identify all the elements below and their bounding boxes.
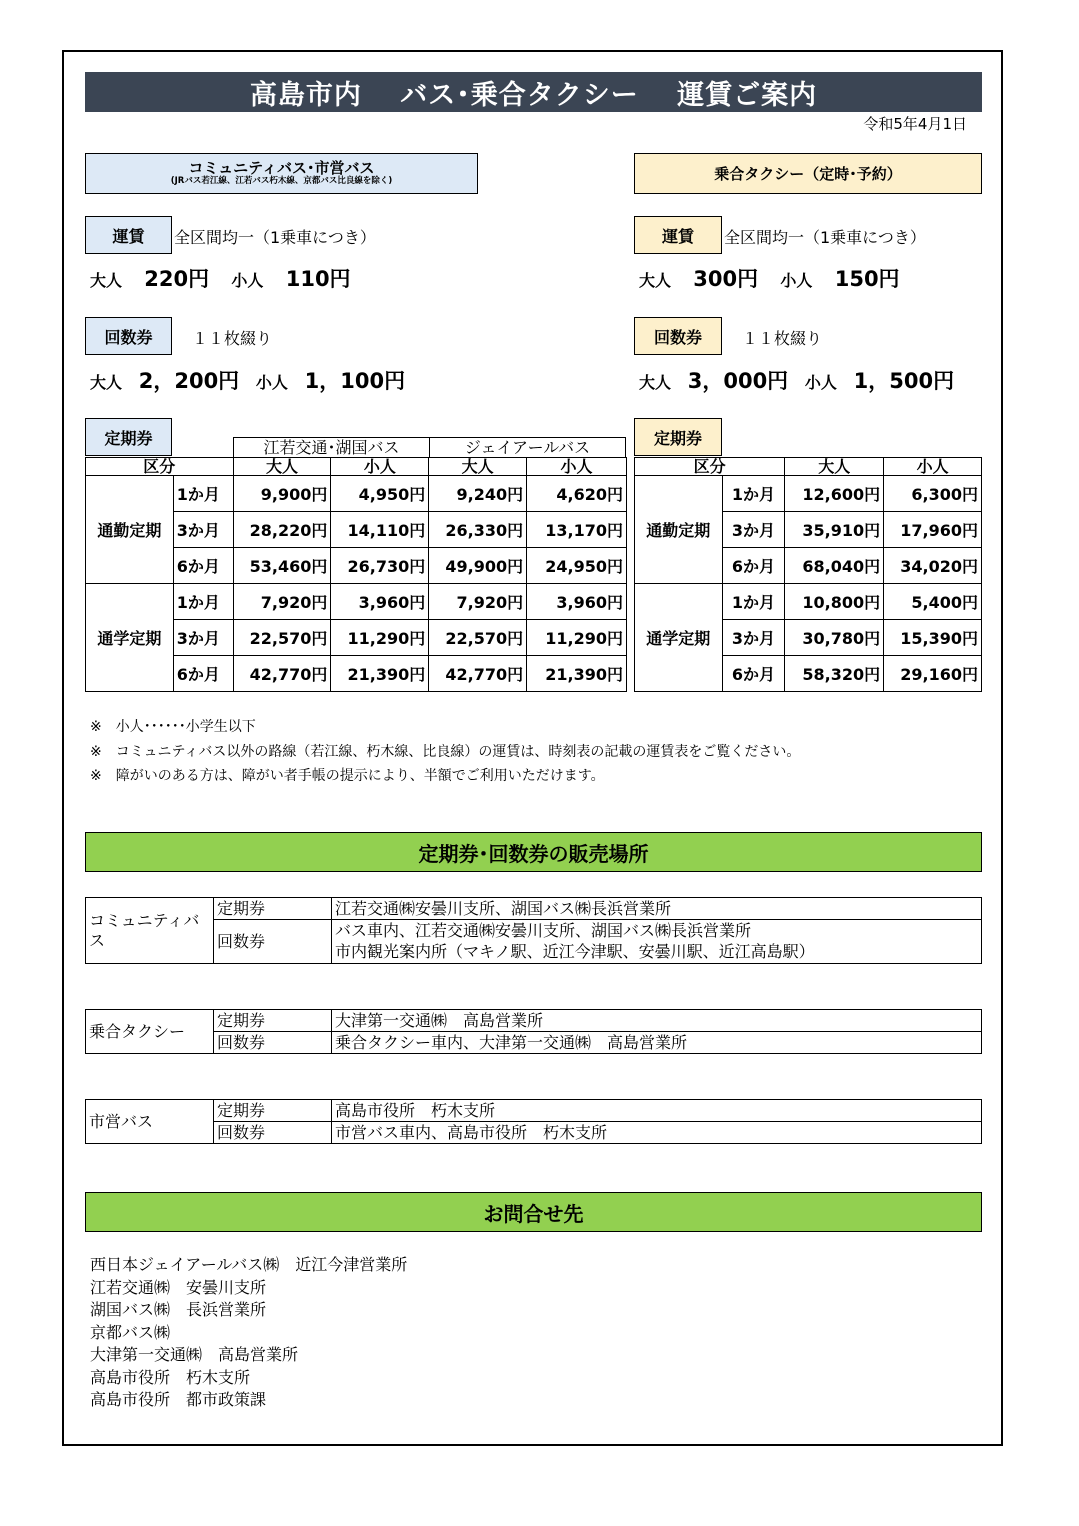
period: 6か月 <box>173 656 233 692</box>
list-item: 湖国バス㈱ 長浜営業所 <box>90 1300 267 1319</box>
cell-value: 26,730円 <box>331 548 429 584</box>
left-adult-price: 220円 <box>144 267 210 291</box>
col-kubun: 区分 <box>86 458 234 476</box>
left-coupon-tag: 回数券 <box>85 317 172 355</box>
period: 6か月 <box>173 548 233 584</box>
cell-value: 49,900円 <box>429 548 527 584</box>
cell-value: 7,920円 <box>429 584 527 620</box>
right-child-label: 小人 <box>780 271 813 290</box>
ticket-type: 回数券 <box>214 1122 332 1144</box>
cell-value: 24,950円 <box>527 548 627 584</box>
operator-name: コミュニティバス <box>86 898 214 964</box>
table-row <box>86 584 627 620</box>
sales-place: 市営バス車内、高島市役所 朽木支所 <box>332 1122 982 1144</box>
cell-value: 14,110円 <box>331 512 429 548</box>
operator-name: 市営バス <box>86 1100 214 1144</box>
cell-value: 35,910円 <box>785 512 884 548</box>
col-adult: 大人 <box>785 458 884 476</box>
right-fare-prices <box>639 263 900 293</box>
list-item: 江若交通㈱ 安曇川支所 <box>90 1277 267 1297</box>
right-coupon-tag: 回数券 <box>634 317 722 355</box>
cell-value: 3,960円 <box>527 584 627 620</box>
left-coupon-child-label: 小人 <box>255 373 288 392</box>
period: 6か月 <box>722 548 785 584</box>
table-row <box>635 584 982 620</box>
right-pass-tag: 定期券 <box>634 418 722 456</box>
cell-value: 11,290円 <box>527 620 627 656</box>
col-child: 小人 <box>884 458 982 476</box>
cell-value: 34,020円 <box>884 548 982 584</box>
sales-place: 江若交通㈱安曇川支所、湖国バス㈱長浜営業所 <box>332 898 982 920</box>
left-fare-desc: 全区間均一（1乗車につき） <box>174 228 376 247</box>
period: 3か月 <box>722 512 785 548</box>
cell-value: 22,570円 <box>233 620 331 656</box>
sales-place: 大津第一交通㈱ 高島営業所 <box>332 1010 982 1032</box>
ticket-type: 定期券 <box>214 898 332 920</box>
group-header-kojaku-kokoku: 江若交通･湖国バス <box>233 437 430 457</box>
right-coupon-desc: １１枚綴り <box>742 329 823 348</box>
left-coupon-adult: 2，200円 <box>138 369 240 393</box>
cell-value: 21,390円 <box>331 656 429 692</box>
period: 3か月 <box>173 620 233 656</box>
category-school: 通学定期 <box>635 584 723 692</box>
cell-value: 7,920円 <box>233 584 331 620</box>
list-item: 京都バス㈱ <box>90 1322 171 1342</box>
left-child-price: 110円 <box>285 267 351 291</box>
period: 3か月 <box>722 620 785 656</box>
contact-title: お問合せ先 <box>85 1192 982 1232</box>
col-child-2: 小人 <box>527 458 627 476</box>
page-title: 高島市内 バス･乗合タクシー 運賃ご案内 <box>85 72 982 112</box>
table-header-row <box>86 458 627 476</box>
table-row <box>635 476 982 512</box>
cell-value: 11,290円 <box>331 620 429 656</box>
cell-value: 26,330円 <box>429 512 527 548</box>
right-coupon-prices <box>639 365 954 395</box>
sales-place: バス車内、江若交通㈱安曇川支所、湖国バス㈱長浜営業所 <box>332 920 982 942</box>
cell-value: 3,960円 <box>331 584 429 620</box>
table-row <box>86 1100 982 1122</box>
col-child-1: 小人 <box>331 458 429 476</box>
sales-taxi-table <box>85 1009 982 1054</box>
col-adult-1: 大人 <box>233 458 331 476</box>
shared-taxi-header: 乗合タクシー（定時･予約） <box>634 153 982 194</box>
right-coupon-child: 1，500円 <box>853 369 955 393</box>
cell-value: 21,390円 <box>527 656 627 692</box>
period: 6か月 <box>722 656 785 692</box>
col-adult-2: 大人 <box>429 458 527 476</box>
left-coupon-prices <box>90 365 405 395</box>
cell-value: 13,170円 <box>527 512 627 548</box>
ticket-type: 定期券 <box>214 1010 332 1032</box>
period: 3か月 <box>173 512 233 548</box>
cell-value: 12,600円 <box>785 476 884 512</box>
issue-date: 令和5年4月1日 <box>863 115 967 133</box>
contact-list <box>90 1254 407 1412</box>
right-coupon-child-label: 小人 <box>804 373 837 392</box>
cell-value: 5,400円 <box>884 584 982 620</box>
left-coupon-child: 1，100円 <box>304 369 406 393</box>
cell-value: 9,900円 <box>233 476 331 512</box>
cell-value: 10,800円 <box>785 584 884 620</box>
operator-name: 乗合タクシー <box>86 1010 214 1054</box>
right-adult-price: 300円 <box>693 267 759 291</box>
right-coupon-adult: 3，000円 <box>687 369 789 393</box>
sales-community-table <box>85 897 982 964</box>
left-child-label: 小人 <box>231 271 264 290</box>
ticket-type: 回数券 <box>214 920 332 964</box>
cell-value: 42,770円 <box>429 656 527 692</box>
category-commute: 通勤定期 <box>635 476 723 584</box>
cell-value: 4,950円 <box>331 476 429 512</box>
sales-city-bus-table <box>85 1099 982 1144</box>
note-other-routes: ※ コミュニティバス以外の路線（若江線、朽木線、比良線）の運賃は、時刻表の記載の運賃表をご覧ください。 <box>90 744 801 760</box>
sales-place: 乗合タクシー車内、大津第一交通㈱ 高島営業所 <box>332 1032 982 1054</box>
cell-value: 22,570円 <box>429 620 527 656</box>
left-fare-tag: 運賃 <box>85 216 172 254</box>
cell-value: 9,240円 <box>429 476 527 512</box>
left-pass-table <box>85 457 627 692</box>
right-coupon-adult-label: 大人 <box>639 373 672 392</box>
cell-value: 68,040円 <box>785 548 884 584</box>
cell-value: 28,220円 <box>233 512 331 548</box>
group-header-jr-bus: ジェイアールバス <box>429 437 626 457</box>
cell-value: 15,390円 <box>884 620 982 656</box>
table-row <box>86 920 982 942</box>
note-child: ※ 小人･･････小学生以下 <box>90 719 256 735</box>
table-row <box>86 476 627 512</box>
right-child-price: 150円 <box>834 267 900 291</box>
ticket-type: 回数券 <box>214 1032 332 1054</box>
cell-value: 17,960円 <box>884 512 982 548</box>
note-disability: ※ 障がいのある方は、障がい者手帳の提示により、半額でご利用いただけます。 <box>90 768 605 784</box>
category-school: 通学定期 <box>86 584 174 692</box>
table-row <box>86 1032 982 1054</box>
left-fare-prices <box>90 263 351 293</box>
period: 1か月 <box>173 476 233 512</box>
period: 1か月 <box>722 476 785 512</box>
period: 1か月 <box>722 584 785 620</box>
sales-place: 高島市役所 朽木支所 <box>332 1100 982 1122</box>
table-header-row <box>635 458 982 476</box>
community-bus-header-title: コミュニティバス･市営バス <box>188 159 375 177</box>
cell-value: 30,780円 <box>785 620 884 656</box>
category-commute: 通勤定期 <box>86 476 174 584</box>
cell-value: 58,320円 <box>785 656 884 692</box>
right-fare-tag: 運賃 <box>634 216 722 254</box>
right-pass-table <box>634 457 982 692</box>
period: 1か月 <box>173 584 233 620</box>
right-adult-label: 大人 <box>639 271 672 290</box>
community-bus-header <box>85 153 478 194</box>
right-fare-desc: 全区間均一（1乗車につき） <box>724 228 926 247</box>
cell-value: 42,770円 <box>233 656 331 692</box>
cell-value: 6,300円 <box>884 476 982 512</box>
table-row <box>86 898 982 920</box>
cell-value: 53,460円 <box>233 548 331 584</box>
left-coupon-desc: １１枚綴り <box>192 329 273 348</box>
list-item: 西日本ジェイアールバス㈱ 近江今津営業所 <box>90 1255 408 1274</box>
left-coupon-adult-label: 大人 <box>90 373 123 392</box>
list-item: 高島市役所 都市政策課 <box>90 1390 267 1409</box>
community-bus-header-note: (JRバス若江線、江若バス朽木線、京都バス比良線を除く) <box>170 176 393 186</box>
list-item: 大津第一交通㈱ 高島営業所 <box>90 1345 299 1364</box>
col-kubun: 区分 <box>635 458 785 476</box>
left-adult-label: 大人 <box>90 271 123 290</box>
left-pass-tag: 定期券 <box>85 418 172 456</box>
table-row <box>86 1122 982 1144</box>
table-row <box>86 1010 982 1032</box>
sales-place: 市内観光案内所（マキノ駅、近江今津駅、安曇川駅、近江高島駅） <box>332 942 982 964</box>
sales-places-title: 定期券･回数券の販売場所 <box>85 832 982 872</box>
cell-value: 4,620円 <box>527 476 627 512</box>
list-item: 高島市役所 朽木支所 <box>90 1367 251 1387</box>
ticket-type: 定期券 <box>214 1100 332 1122</box>
cell-value: 29,160円 <box>884 656 982 692</box>
